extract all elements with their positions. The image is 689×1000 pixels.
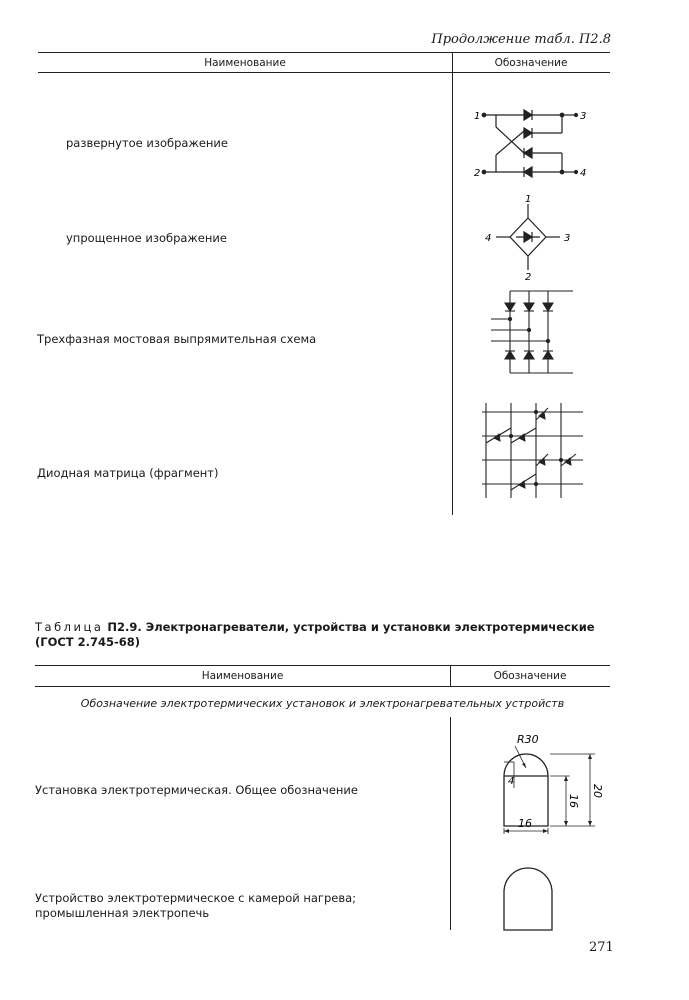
table2-column-divider [450, 717, 451, 930]
bridge-terminal-3: 3 [580, 111, 587, 122]
table2-top-rule [35, 665, 610, 666]
table1-column-divider [452, 52, 453, 515]
simplified-terminal-4: 4 [485, 233, 492, 244]
thermal-installation-symbol [490, 728, 604, 838]
three-phase-bridge-symbol [485, 285, 585, 380]
table1-col-name-header: Наименование [204, 57, 286, 69]
row-diode-matrix-label: Диодная матрица (фрагмент) [37, 466, 219, 480]
row-simplified-bridge-label: упрощенное изображение [66, 231, 227, 245]
row-thermal-installation-label: Установка электротермическая. Общее обозначение [35, 783, 358, 797]
row-expanded-bridge-label: развернутое изображение [66, 136, 228, 150]
dim-total-height: 20 [591, 784, 604, 798]
simplified-terminal-3: 3 [564, 233, 571, 244]
dim-inner-height: 16 [567, 794, 580, 808]
row-three-phase-bridge-label: Трехфазная мостовая выпрямительная схема [37, 332, 317, 346]
bridge-terminal-2: 2 [474, 168, 481, 179]
simplified-terminal-1: 1 [525, 194, 532, 205]
table2-caption-word: Таблица [35, 620, 104, 634]
table2-col-name-header: Наименование [201, 670, 284, 682]
dim-inset: 4 [508, 776, 515, 787]
dim-width: 16 [518, 817, 532, 830]
heating-chamber-symbol [498, 862, 558, 932]
table1-top-rule [38, 52, 610, 53]
table2-section-title: Обозначение электротермических установок и электронагревательных устройств [80, 697, 565, 710]
continuation-title: Продолжение табл. П2.8 [431, 32, 611, 47]
expanded-bridge-symbol [470, 105, 600, 185]
table1-col-symbol-header: Обозначение [494, 57, 568, 69]
simplified-bridge-symbol [480, 192, 580, 282]
table1-header-rule [38, 72, 610, 73]
table2-col-symbol-header: Обозначение [493, 670, 567, 682]
table2-caption-gost: (ГОСТ 2.745-68) [35, 635, 141, 649]
table2-header-rule [35, 686, 610, 687]
page-number: 271 [589, 940, 614, 955]
row-heating-chamber-label: Устройство электротермическое с камерой нагрева; промышленная электропечь [35, 891, 357, 920]
table2-caption [35, 620, 595, 650]
table2-caption-title: П2.9. Электронагреватели, устройства и установки электротермические [107, 620, 595, 634]
bridge-terminal-1: 1 [474, 111, 481, 122]
dim-radius: R30 [517, 733, 539, 746]
bridge-terminal-4: 4 [580, 168, 587, 179]
simplified-terminal-2: 2 [525, 272, 532, 283]
diode-matrix-symbol [478, 398, 588, 503]
